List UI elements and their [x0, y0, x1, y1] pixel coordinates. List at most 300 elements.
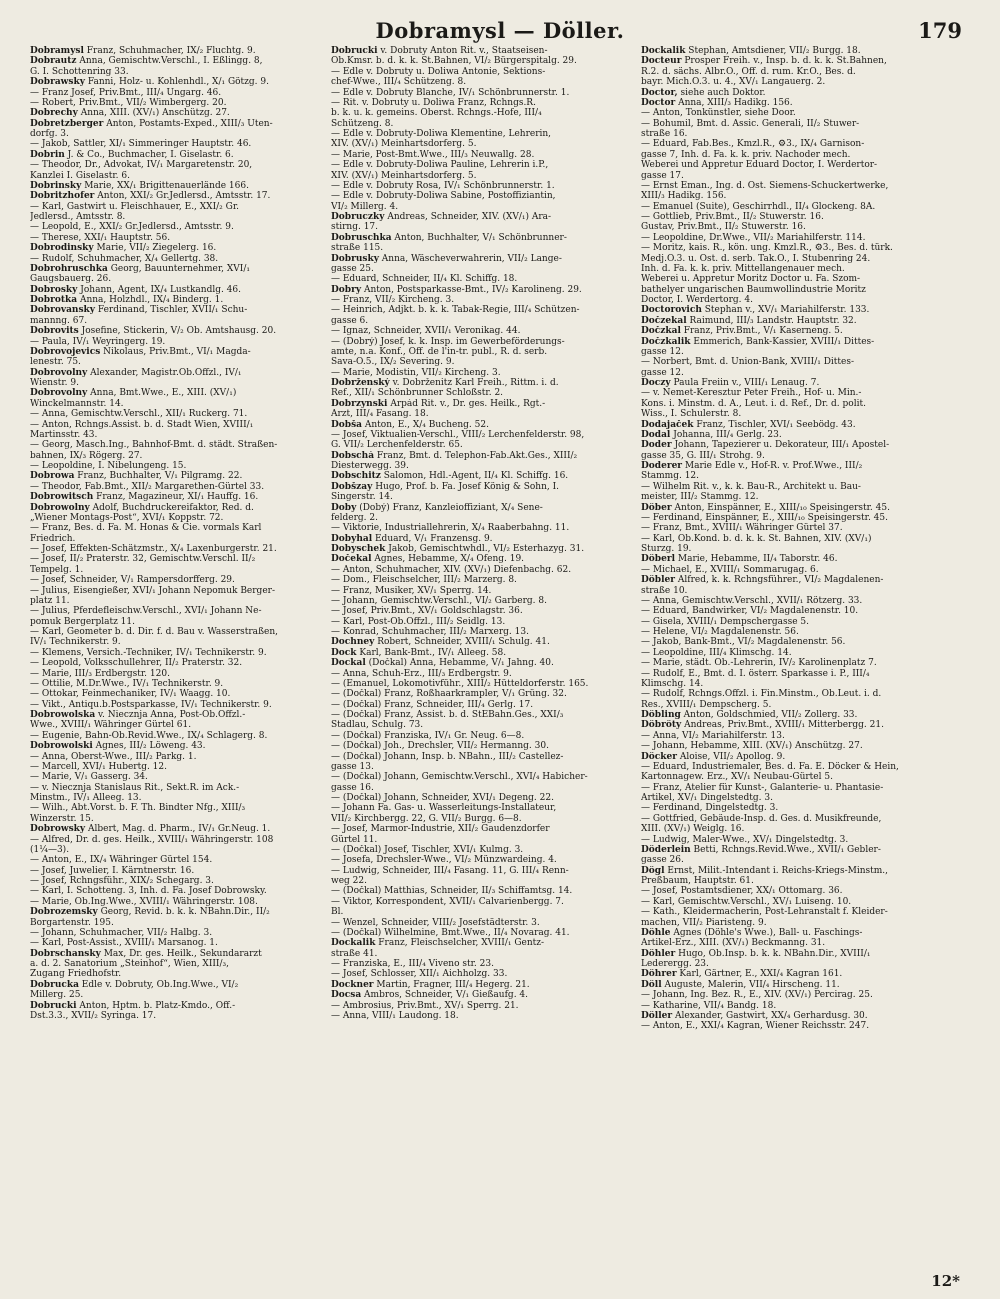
entry-text: Anna, XIII. (XV/₁) Anschützg. 27.: [77, 108, 230, 119]
entry-surname: Docteur: [641, 56, 682, 67]
directory-entry: [331, 606, 633, 616]
directory-entry: [641, 866, 959, 876]
directory-entry: [331, 762, 633, 772]
entry-surname: Dočzekal: [641, 315, 687, 326]
entry-text: Wienstr. 9.: [30, 378, 79, 388]
entry-surname: Dobrucki: [30, 1000, 77, 1011]
directory-entry: [641, 669, 959, 679]
directory-entry: [331, 523, 633, 533]
directory-entry: [641, 990, 959, 1000]
entry-text: — Ernst Eman., Ing. d. Öst. Siemens-Schuckertwerke,: [641, 180, 889, 191]
directory-entry: [331, 617, 633, 627]
directory-entry: [331, 98, 633, 108]
entry-text: Anton, Goldschmied, VII/₂ Zollerg. 33.: [680, 710, 858, 720]
entry-text: G. I. Schottenring 33.: [30, 66, 129, 77]
directory-entry: [331, 171, 633, 181]
directory-entry: [331, 783, 633, 793]
directory-entry: [331, 305, 633, 315]
printer-signature: 12*: [931, 1272, 960, 1290]
entry-text: — (Dočkal) Josef, Tischler, XVI/₁ Kulmg. 3.: [331, 844, 524, 855]
entry-surname: Dobyschek: [331, 544, 386, 554]
directory-entry: [331, 835, 633, 845]
entry-surname: Dobrowolski: [30, 741, 93, 752]
directory-entry: [331, 637, 633, 647]
entry-text: Agnes (Döhle's Wwe.), Ball- u. Faschings-: [670, 927, 863, 938]
directory-entry: [30, 171, 328, 181]
directory-entry: [30, 368, 328, 378]
directory-entry: [641, 876, 959, 886]
entry-text: Josefine, Stickerin, V/₂ Ob. Amtshausg. 20.: [78, 326, 277, 337]
directory-entry: [331, 565, 633, 575]
directory-entry: [30, 710, 328, 720]
entry-text: stirng. 17.: [331, 222, 379, 233]
directory-entry: [30, 295, 328, 305]
entry-surname: Doctorovich: [641, 305, 702, 316]
entry-surname: Dobrzynski: [331, 398, 388, 409]
directory-entry: [331, 907, 633, 917]
entry-text: Alfred, k. k. Rchngsführer., VI/₂ Magdalenen-: [675, 575, 884, 586]
directory-entry: [30, 316, 328, 326]
entry-text: Hugo, Prof. b. Fa. Josef König & Sohn, I.: [372, 481, 560, 492]
entry-surname: Dobramysl: [30, 46, 84, 56]
entry-text: Eduard, V/₁ Franzensg. 9.: [372, 533, 493, 544]
directory-entry: [331, 897, 633, 907]
directory-entry: [30, 160, 328, 170]
directory-entry: [641, 772, 959, 782]
directory-entry: [30, 814, 328, 824]
entry-text: Max, Dr. ges. Heilk., Sekundararzt: [100, 948, 262, 959]
entry-text: — Ludwig, Schneider, III/₄ Fasang. 11, G. III/₄ Renn-: [331, 865, 569, 876]
entry-text: Agnes, III/₂ Löweng. 43.: [92, 741, 206, 752]
entry-text: gasse 16.: [331, 782, 374, 793]
directory-entry: [641, 1001, 959, 1011]
directory-entry: [641, 471, 959, 481]
entry-text: Friedrich.: [30, 533, 76, 544]
entry-surname: Döber: [641, 502, 672, 513]
entry-surname: Döberl: [641, 554, 675, 565]
entry-text: gasse 6.: [331, 315, 369, 326]
entry-text: v. Niecznja Anna, Post-Ob.Offzl.-: [95, 710, 246, 720]
entry-surname: Döderlein: [641, 844, 691, 855]
directory-entry: [331, 337, 633, 347]
entry-text: Artikel-Erz., XIII. (XV/₁) Beckmanng. 31.: [641, 938, 826, 949]
entry-text: Jakob, Gemischtwhdl., VI/₂ Esterhazyg. 31.: [385, 544, 585, 554]
directory-entry: [30, 969, 328, 979]
entry-text: straße 41.: [331, 948, 378, 959]
entry-text: gasse 12.: [641, 346, 684, 357]
entry-text: — (Dočkal) Franziska, IV/₁ Gr. Neug. 6—8.: [331, 730, 525, 741]
running-title: Dobramysl — Döller.: [375, 18, 625, 43]
entry-text: Adolf, Buchdruckereifaktor, Red. d.: [89, 502, 254, 513]
entry-text: — Ottilie, M.Dr.Wwe., IV/₁ Technikerstr. 9.: [30, 678, 224, 689]
directory-entry: [331, 492, 633, 502]
entry-text: straße 10.: [641, 585, 688, 596]
entry-text: Paula Freiin v., VIII/₁ Lenaug. 7.: [670, 378, 820, 388]
entry-text: Franz, Fleischselcher, XVIII/₁ Gentz-: [375, 938, 545, 949]
directory-entry: [641, 337, 959, 347]
directory-entry: [331, 160, 633, 170]
entry-text: — Marie, III/₃ Erdbergstr. 120.: [30, 668, 170, 679]
entry-surname: Dobrotka: [30, 295, 78, 305]
directory-entry: [331, 648, 633, 658]
entry-surname: Döhrer: [641, 969, 677, 980]
entry-text: dorfg. 3.: [30, 129, 69, 139]
entry-text: — Viktor, Korrespondent, XVII/₁ Calvarienbergg. 7.: [331, 896, 564, 907]
entry-text: Marie, VII/₂ Ziegelerg. 16.: [93, 243, 217, 254]
entry-text: Albert, Mag. d. Pharm., IV/₁ Gr.Neug. 1.: [85, 824, 271, 835]
entry-surname: Doder: [641, 440, 672, 451]
entry-text: meister, III/₂ Stammg. 12.: [641, 492, 759, 503]
entry-text: pomuk Bergerplatz 11.: [30, 616, 135, 627]
directory-entry: [30, 285, 328, 295]
entry-surname: Dočekal: [331, 554, 372, 565]
directory-entry: [30, 689, 328, 699]
entry-text: Wwe., XVIII/₁ Währinger Gürtel 61.: [30, 720, 192, 731]
entry-text: Dst.3.3., XVII/₂ Syringa. 17.: [30, 1010, 157, 1021]
directory-entry: [30, 378, 328, 388]
directory-entry: [641, 969, 959, 979]
directory-entry: [641, 824, 959, 834]
directory-entry: [30, 617, 328, 627]
entry-text: — Franz, Bes. d. Fa. M. Honas & Cie. vormals Karl: [30, 523, 262, 534]
entry-surname: Dobrovolny: [30, 367, 88, 378]
entry-text: — Johann, Ing. Bez. R., E., XIV. (XV/₁) Percirag. 25.: [641, 990, 873, 1001]
directory-entry: [30, 139, 328, 149]
directory-entry: [641, 907, 959, 917]
directory-entry: [30, 959, 328, 969]
directory-entry: [331, 430, 633, 440]
directory-entry: [331, 731, 633, 741]
directory-column-3: [641, 46, 959, 1276]
entry-text: XIV. (XV/₁) Meinhartsdorferg. 5.: [331, 170, 477, 181]
entry-text: — (Dočkal) Franz, Roßhaarkrampler, V/₁ Grüng. 32.: [331, 689, 567, 700]
directory-entry: [331, 959, 633, 969]
entry-text: — Edle v. Dobruty Rosa, IV/₁ Schönbrunnerstr. 1.: [331, 180, 555, 191]
entry-text: — (Dočkal) Wilhelmine, Bmt.Wwe., II/₄ Novarag. 41.: [331, 927, 570, 938]
directory-entry: [30, 409, 328, 419]
entry-text: — Johann, Gemischtw.Verschl., VI/₂ Garberg. 8.: [331, 595, 547, 606]
directory-entry: [331, 928, 633, 938]
entry-text: — Theodor, Dr., Advokat, IV/₁ Margaretenstr. 20,: [30, 160, 253, 171]
entry-surname: Döbler: [641, 575, 675, 586]
entry-text: mannng. 67.: [30, 315, 88, 326]
entry-text: gasse 26.: [641, 855, 684, 866]
entry-text: — Eduard, Bandwirker, VI/₂ Magdalenenstr. 10.: [641, 606, 859, 617]
entry-text: — Edle v. Dobruty Blanche, IV/₁ Schönbrunnerstr. 1.: [331, 87, 570, 98]
entry-text: Anna, Holzhdl., IX/₄ Binderg. 1.: [77, 295, 224, 305]
entry-text: — Leopoldine, I. Nibelungeng. 15.: [30, 461, 187, 471]
directory-entry: [331, 866, 633, 876]
directory-entry: [331, 845, 633, 855]
entry-text: — Norbert, Bmt. d. Union-Bank, XVIII/₁ Dittes-: [641, 357, 855, 368]
entry-text: — Edle v. Dobruty u. Doliwa Antonie, Sektions-: [331, 66, 546, 77]
entry-text: Singerstr. 14.: [331, 492, 393, 503]
entry-text: Jedlersd., Amtsstr. 8.: [30, 212, 126, 222]
entry-text: Georg, Bauunternehmer, XVI/₁: [107, 263, 250, 274]
directory-entry: [30, 191, 328, 201]
directory-entry: [641, 451, 959, 461]
directory-entry: [30, 855, 328, 865]
directory-entry: [641, 160, 959, 170]
directory-entry: [641, 752, 959, 762]
entry-text: Edle v. Dobruty, Ob.Ing.Wwe., VI/₂: [78, 979, 239, 990]
entry-text: — Josef, Postamtsdiener, XX/₁ Ottomarg. 36.: [641, 886, 843, 897]
entry-text: Johanna, III/₄ Gerlg. 23.: [670, 429, 782, 440]
directory-entry: [331, 316, 633, 326]
directory-column-1: [30, 46, 328, 1276]
directory-entry: [331, 368, 633, 378]
entry-text: — Kath., Kleidermacherin, Post-Lehranstalt f. Kleider-: [641, 907, 888, 918]
entry-text: gasse 7, Inh. d. Fa. k. k. priv. Nachoder mech.: [641, 149, 851, 160]
entry-text: — Rudolf, Schuhmacher, X/₄ Gellertg. 38.: [30, 253, 219, 264]
entry-text: — Karl, Geometer b. d. Dir. f. d. Bau v. Wasserstraßen,: [30, 627, 279, 637]
entry-text: Stephan, Amtsdiener, VII/₂ Burgg. 18.: [685, 46, 861, 56]
directory-entry: [331, 627, 633, 637]
entry-text: — Edle v. Dobruty-Doliwa Pauline, Lehrerin i.P.,: [331, 160, 549, 171]
directory-entry: [641, 731, 959, 741]
entry-surname: Dobrovolny: [30, 388, 88, 399]
entry-text: gasse 12.: [641, 367, 684, 378]
entry-surname: Doctor,: [641, 87, 678, 98]
entry-text: straße 115.: [331, 243, 384, 254]
directory-entry: [331, 980, 633, 990]
entry-text: Franz, Bmt. d. Telephon-Fab.Akt.Ges., XIII/₂: [374, 450, 578, 461]
directory-entry: [331, 700, 633, 710]
entry-text: v. Dobrženitz Karl Freih., Rittm. i. d.: [389, 378, 559, 388]
entry-text: — Josef, Schneider, V/₁ Rampersdorfferg. 29.: [30, 575, 235, 586]
entry-text: chef-Wwe., III/₄ Schützeng. 8.: [331, 77, 467, 88]
entry-text: Klimschg. 14.: [641, 678, 704, 689]
directory-entry: [641, 368, 959, 378]
directory-entry: [30, 928, 328, 938]
entry-text: Georg, Revid. b. k. k. NBahn.Dir., II/₂: [97, 907, 270, 918]
directory-entry: [30, 866, 328, 876]
directory-entry: [30, 347, 328, 357]
directory-entry: [641, 212, 959, 222]
entry-text: — Anna, VI/₂ Mariahilferstr. 13.: [641, 730, 785, 741]
entry-text: XIV. (XV/₁) Meinhartsdorferg. 5.: [331, 139, 477, 150]
directory-entry: [331, 949, 633, 959]
page-header: [0, 14, 1000, 50]
directory-entry: [30, 430, 328, 440]
directory-entry: [641, 285, 959, 295]
entry-text: — Anna, Gemischtw.Verschl., XVII/₁ Rötzerg. 33.: [641, 595, 863, 606]
entry-text: — Katharine, VII/₄ Bandg. 18.: [641, 1000, 777, 1011]
entry-text: Arzt, III/₄ Fasang. 18.: [331, 409, 429, 420]
directory-entry: [641, 845, 959, 855]
directory-entry: [641, 440, 959, 450]
entry-surname: Dögl: [641, 865, 665, 876]
entry-text: lenestr. 75.: [30, 357, 81, 368]
entry-text: J. & Co., Buchmacher, I. Giselastr. 6.: [64, 149, 234, 160]
directory-entry: [641, 959, 959, 969]
entry-text: IV/₁ Technikerstr. 9.: [30, 637, 121, 648]
directory-entry: [30, 793, 328, 803]
entry-text: — Karl, I. Schotteng. 3, Inh. d. Fa. Josef Dobrowsky.: [30, 886, 267, 897]
directory-entry: [641, 254, 959, 264]
directory-entry: [331, 150, 633, 160]
entry-text: Minstm., IV/₁ Alleeg. 13.: [30, 793, 142, 803]
entry-text: — Anton, E., IX/₄ Währinger Gürtel 154.: [30, 855, 213, 866]
entry-text: Medj.O.3. u. Öst. d. serb. Tak.O., I. Stubenring 24.: [641, 253, 871, 264]
directory-entry: [641, 274, 959, 284]
entry-text: Gustav, Priv.Bmt., II/₂ Stuwerstr. 16.: [641, 222, 806, 233]
entry-text: — Helene, VI/₂ Magdalenenstr. 56.: [641, 627, 799, 637]
directory-entry: [641, 119, 959, 129]
entry-surname: Dobyhal: [331, 533, 373, 544]
entry-text: Hugo, Ob.Insp. b. k. k. NBahn.Dir., XVIII/₁: [675, 948, 871, 959]
entry-text: bathelyer ungarischen Baumwollindustrie Moritz: [641, 284, 866, 295]
entry-text: Bl.: [331, 907, 344, 918]
entry-text: — Julius, Eisengießer, XVI/₁ Johann Nepomuk Berger-: [30, 585, 275, 596]
entry-text: gasse 35, G. III/₁ Strohg. 9.: [641, 450, 765, 461]
directory-entry: [331, 420, 633, 430]
directory-entry: [30, 150, 328, 160]
entry-surname: Dockalik: [331, 938, 376, 949]
entry-text: Fanni, Holz- u. Kohlenhdl., X/₁ Götzg. 9.: [84, 77, 269, 88]
entry-surname: Dobritzhofer: [30, 191, 95, 202]
directory-entry: [641, 181, 959, 191]
directory-entry: [331, 752, 633, 762]
directory-entry: [30, 471, 328, 481]
entry-text: Anton, E., X/₄ Bucheng. 52.: [362, 419, 489, 430]
entry-text: — Edle v. Dobruty-Doliwa Sabine, Postoffiziantin,: [331, 191, 556, 202]
entry-text: Preßbaum, Hauptstr. 61.: [641, 876, 754, 886]
directory-entry: [641, 803, 959, 813]
directory-entry: [30, 181, 328, 191]
entry-text: — (Dočkal) Joh., Drechsler, VII/₂ Hermanng. 30.: [331, 741, 549, 752]
entry-text: Aloise, VII/₂ Apollog. 9.: [677, 751, 786, 762]
directory-entry: [30, 222, 328, 232]
entry-text: — Theodor, Fab.Bmt., XII/₂ Margarethen-Gürtel 33.: [30, 481, 265, 492]
entry-text: Karl, Bank-Bmt., IV/₁ Alleeg. 58.: [356, 647, 507, 658]
entry-text: Anton, Hptm. b. Platz-Kmdo., Off.-: [76, 1000, 236, 1011]
directory-entry: [641, 762, 959, 772]
entry-text: (Dočkal) Anna, Hebamme, V/₁ Jahng. 40.: [365, 658, 554, 669]
directory-entry: [30, 461, 328, 471]
entry-text: — (Emanuel, Lokomotivführ., XIII/₂ Hütteldorferstr. 165.: [331, 678, 589, 689]
directory-entry: [641, 575, 959, 585]
entry-surname: Dobrowa: [30, 471, 75, 482]
entry-surname: Dochney: [331, 637, 375, 648]
entry-text: Arpád Rit. v., Dr. ges. Heilk., Rgt.-: [387, 398, 546, 409]
entry-text: — Ignaz, Schneider, XVII/₁ Veronikag. 44.: [331, 326, 521, 337]
entry-surname: Dobrosky: [30, 284, 78, 295]
directory-entry: [331, 918, 633, 928]
directory-entry: [641, 689, 959, 699]
entry-text: v. Dobruty Anton Rit. v., Staatseisen-: [377, 46, 548, 56]
entry-surname: Dobrženský: [331, 378, 390, 388]
directory-entry: [641, 430, 959, 440]
entry-text: Franz, Tischler, XVI/₁ Seebödg. 43.: [693, 419, 856, 430]
entry-surname: Dobrowolny: [30, 502, 90, 513]
entry-text: — (Dočkal) Johann, Gemischtw.Verschl., XVI/₄ Habicher-: [331, 772, 588, 783]
directory-entry: [30, 752, 328, 762]
entry-text: — Viktorie, Industriallehrerin, X/₄ Raaberbahng. 11.: [331, 523, 570, 534]
entry-text: — Eduard, Schneider, II/₄ Kl. Schiffg. 18.: [331, 274, 518, 285]
entry-surname: Dodajaček: [641, 419, 694, 430]
directory-entry: [641, 586, 959, 596]
entry-surname: Dockal: [331, 658, 366, 669]
entry-text: Res., XVIII/₁ Dempscherg. 5.: [641, 699, 772, 710]
directory-entry: [30, 762, 328, 772]
entry-text: — Rudolf, Rchngs.Offzl. i. Fin.Minstm., Ob.Leut. i. d.: [641, 689, 882, 700]
directory-entry: [331, 46, 633, 56]
directory-entry: [331, 679, 633, 689]
entry-text: Kanzlei I. Giselastr. 6.: [30, 170, 130, 181]
directory-entry: [331, 357, 633, 367]
directory-entry: [641, 482, 959, 492]
directory-entry: [641, 1011, 959, 1021]
directory-entry: [331, 222, 633, 232]
entry-surname: Döbröty: [641, 720, 682, 731]
entry-surname: Dockalik: [641, 46, 686, 56]
entry-text: Anna, Bmt.Wwe., E., XIII. (XV/₁): [87, 388, 237, 399]
entry-text: XIII/₃ Hadikg. 156.: [641, 191, 727, 202]
directory-entry: [641, 347, 959, 357]
entry-text: — Ferdinand, Dingelstedtg. 3.: [641, 803, 779, 814]
directory-entry: [641, 617, 959, 627]
entry-text: — Wilh., Abt.Vorst. b. F. Th. Bindter Nfg., XIII/₃: [30, 803, 246, 814]
directory-entry: [30, 399, 328, 409]
directory-entry: [641, 233, 959, 243]
directory-entry: [331, 513, 633, 523]
entry-text: — Anna, Schuh-Erz., III/₃ Erdbergstr. 9.: [331, 668, 512, 679]
entry-text: Anton, Postsparkasse-Bmt., IV/₂ Karolineng. 29.: [361, 284, 582, 295]
entry-text: — Josef, Juwelier, I. Kärntnerstr. 16.: [30, 865, 195, 876]
directory-entry: [30, 46, 328, 56]
directory-entry: [641, 67, 959, 77]
directory-entry: [30, 876, 328, 886]
entry-text: VII/₂ Kirchbergg. 22, G. VII/₂ Burgg. 6—8.: [331, 813, 522, 824]
directory-entry: [331, 689, 633, 699]
entry-surname: Dobša: [331, 419, 362, 430]
directory-entry: [641, 627, 959, 637]
directory-entry: [30, 918, 328, 928]
entry-surname: Dobruschka: [331, 232, 392, 243]
directory-entry: [331, 855, 633, 865]
entry-text: — Anton, Schuhmacher, XIV. (XV/₁) Diefenbachg. 62.: [331, 564, 572, 575]
directory-entry: [30, 98, 328, 108]
directory-entry: [331, 534, 633, 544]
entry-text: — Anna, VIII/₁ Laudong. 18.: [331, 1010, 459, 1021]
directory-entry: [331, 243, 633, 253]
directory-entry: [331, 876, 633, 886]
entry-text: — Moritz, kais. R., kön. ung. Kmzl.R., ⚙3., Bes. d. türk.: [641, 243, 893, 254]
entry-surname: Dobrovansky: [30, 305, 95, 316]
directory-entry: [30, 824, 328, 834]
directory-entry: [30, 596, 328, 606]
entry-surname: Dobrowitsch: [30, 492, 94, 503]
entry-text: — Julius, Pferdefleischw.Verschl., XVI/₁ Johann Ne-: [30, 606, 262, 617]
directory-entry: [641, 222, 959, 232]
entry-surname: Dobruczky: [331, 212, 385, 222]
directory-entry: [331, 295, 633, 305]
entry-text: siehe auch Doktor.: [677, 87, 766, 98]
directory-entry: [331, 793, 633, 803]
entry-text: Lederergg. 23.: [641, 959, 709, 969]
directory-entry: [331, 129, 633, 139]
directory-entry: [30, 337, 328, 347]
entry-text: — Georg, Masch.Ing., Bahnhof-Bmt. d. städt. Straßen-: [30, 440, 278, 451]
entry-surname: Dobrozemsky: [30, 907, 98, 918]
entry-text: — Marie, Ob.Ing.Wwe., XVIII/₁ Währingerstr. 108.: [30, 896, 258, 907]
directory-entry: [641, 938, 959, 948]
entry-text: Inh. d. Fa. k. k. priv. Mittellangenauer mech.: [641, 263, 845, 274]
entry-text: Doctor, I. Werdertorg. 4.: [641, 295, 753, 305]
entry-text: Emmerich, Bank-Kassier, XVIII/₁ Dittes-: [690, 336, 875, 347]
directory-entry: [331, 741, 633, 751]
